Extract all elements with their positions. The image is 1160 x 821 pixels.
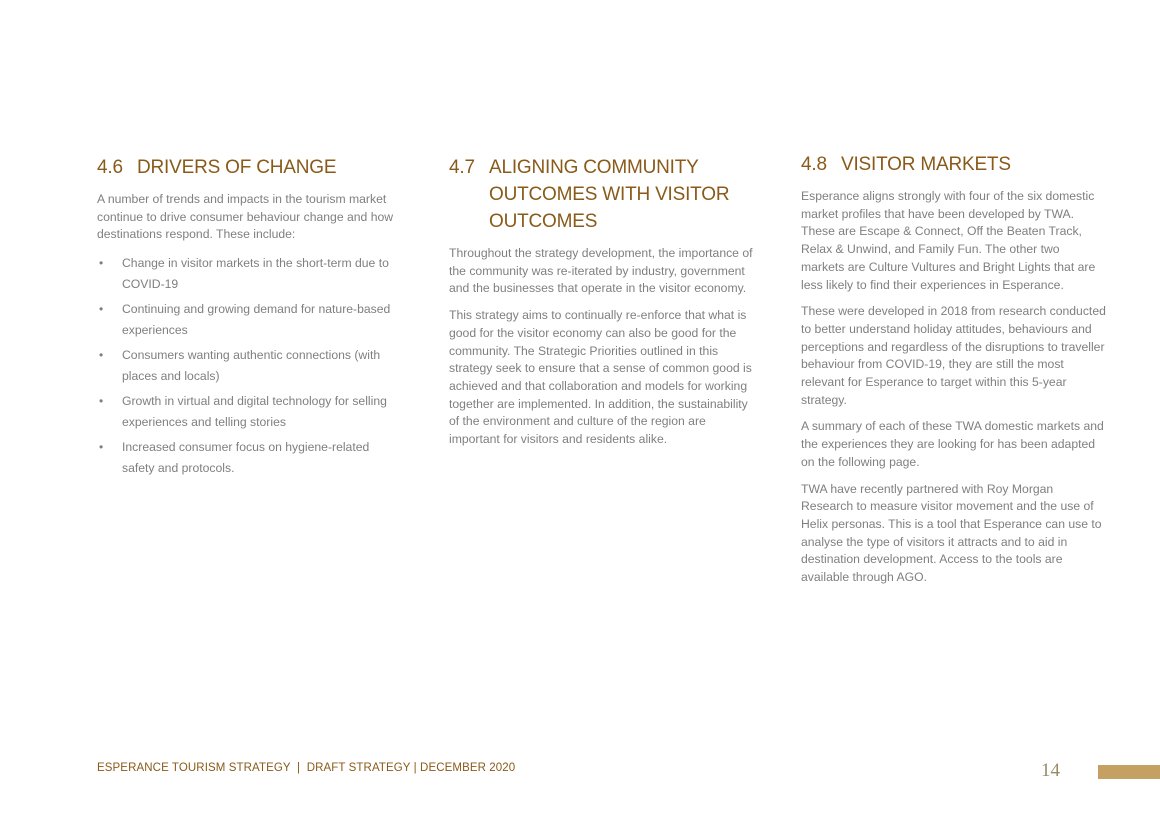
section-number: 4.6 <box>97 157 123 178</box>
section-title: VISITOR MARKETS <box>841 154 1011 175</box>
paragraph: A summary of each of these TWA domestic markets and the experiences they are looking for has been adapted on the following page. <box>801 419 1104 469</box>
list-item-text: Continuing and growing demand for nature-based experiences <box>122 302 391 337</box>
paragraph: Throughout the strategy development, the importance of the community was re-iterated by industry, government and the businesses that operate in the visitor economy. <box>449 246 753 296</box>
bullet-icon: • <box>99 394 104 409</box>
list-item <box>97 345 397 386</box>
list-item <box>97 253 397 294</box>
paragraph: Esperance aligns strongly with four of the six domestic market profiles that have been developed by TWA. These are Escape & Connect, Off the Beaten Track, Relax & Unwind, and Family Fun. The other two markets are Culture Vultures and Bright Lights that are less likely to find their experiences in Esperance. <box>801 189 1096 292</box>
list-item <box>97 437 397 478</box>
page-number: 14 <box>1041 760 1060 781</box>
footer-accent-bar <box>1098 765 1160 779</box>
section-aligning-community-outcomes <box>449 154 759 458</box>
bullet-list <box>97 253 397 478</box>
section-drivers-of-change <box>97 154 397 483</box>
list-item-text: Increased consumer focus on hygiene-related safety and protocols. <box>122 440 370 475</box>
list-item <box>97 391 397 432</box>
paragraph: These were developed in 2018 from research conducted to better understand holiday attitudes, behaviours and perceptions and regardless of the disruptions to traveller behaviour from COVID-19, they are still the most relevant for Esperance to target within this 5-year strategy. <box>801 304 1106 407</box>
section-number: 4.8 <box>801 154 827 175</box>
section-heading <box>801 151 1106 178</box>
bullet-icon: • <box>99 348 104 363</box>
paragraph: TWA have recently partnered with Roy Morgan Research to measure visitor movement and the use of Helix personas. This is a tool that Esperance can use to analyse the type of visitors it attracts and to aid in destination development. Access to the tools are available through AGO. <box>801 481 1102 585</box>
bullet-icon: • <box>99 440 104 455</box>
footer-text: ESPERANCE TOURISM STRATEGY | DRAFT STRATEGY | DECEMBER 2020 <box>97 762 516 774</box>
list-item <box>97 299 397 340</box>
bullet-icon: • <box>99 302 104 317</box>
section-title: DRIVERS OF CHANGE <box>137 157 337 178</box>
section-number: 4.7 <box>449 157 475 178</box>
paragraph: This strategy aims to continually re-enforce that what is good for the visitor economy can also be good for the community. The Strategic Priorities outlined in this strategy seek to ensure that a sense of common good is achieved and that collaboration and models for working together are implemented. In addition, the sustainability of the environment and culture of the region are important for visitors and residents alike. <box>449 308 752 447</box>
section-visitor-markets <box>801 151 1106 596</box>
paragraph: A number of trends and impacts in the tourism market continue to drive consumer behaviour change and how destinations respond. These include: <box>97 192 394 242</box>
bullet-icon: • <box>99 256 104 271</box>
section-title: ALIGNING COMMUNITY OUTCOMES WITH VISITOR OUTCOMES <box>489 157 730 232</box>
list-item-text: Growth in virtual and digital technology for selling experiences and telling stories <box>122 394 387 429</box>
section-heading <box>449 154 759 235</box>
list-item-text: Change in visitor markets in the short-term due to COVID-19 <box>122 256 389 291</box>
list-item-text: Consumers wanting authentic connections (with places and locals) <box>122 348 381 383</box>
section-heading <box>97 154 397 181</box>
